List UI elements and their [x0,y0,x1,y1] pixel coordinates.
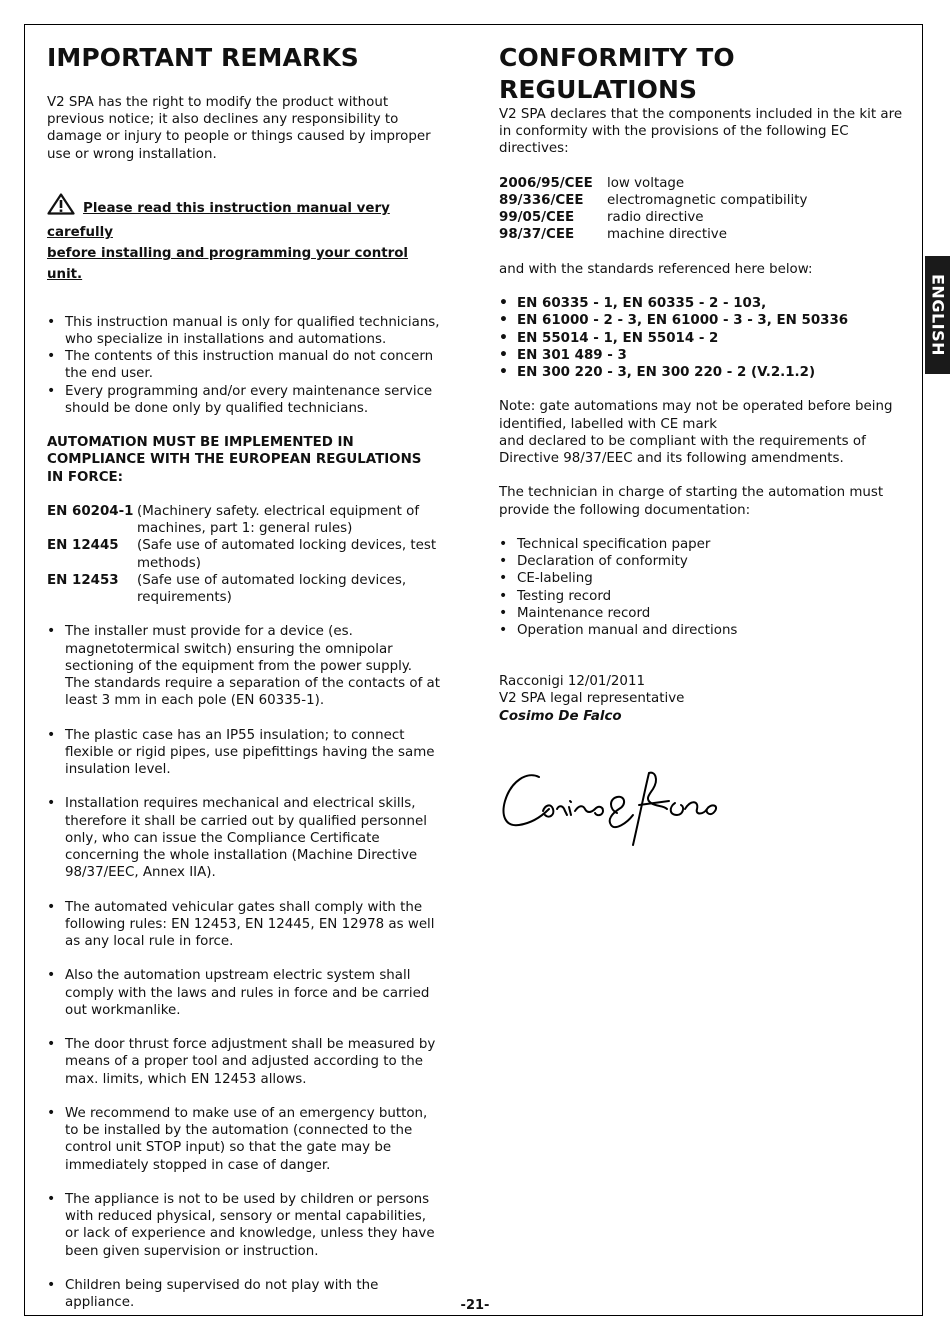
directive-code: 2006/95/CEE [499,175,593,191]
standards-intro: and with the standards referenced here below: [499,261,813,277]
installer-standards-text: The standards require a separation of the contacts of at least 3 mm in each pole (EN 60335-1). [65,676,441,709]
intro-paragraph: V2 SPA has the right to modify the product without previous notice; it also declines any responsibility to damage or injury to people or things caused by improper use or wrong installation. [47,95,431,162]
list-item: • We recommend to make use of an emergency button, to be installed by the automation (connected to the control unit STOP input) so that the gate may be immediately stopped in case of danger. [47,1105,442,1174]
list-item: • Declaration of conformity [499,553,904,570]
technician-intro: The technician in charge of starting the automation must provide the following documentation: [499,485,884,518]
list-item: • EN 61000 - 2 - 3, EN 61000 - 3 - 3, EN 50336 [499,312,904,329]
list-item: • This instruction manual is only for qualified technicians, who specialize in installations and automations. [47,314,442,348]
standards-list [499,295,904,381]
list-item: • The appliance is not to be used by children or persons with reduced physical, sensory or mental capabilities, or lack of experience and knowledge, unless they have been given supervision or instruction. [47,1191,442,1260]
list-item: • EN 55014 - 1, EN 55014 - 2 [499,330,904,347]
note-paragraph-continued: and declared to be compliant with the requirements of Directive 98/37/EEC and its following amendments. [499,433,866,466]
language-tab [925,256,950,374]
compliance-heading: AUTOMATION MUST BE IMPLEMENTED IN COMPLIANCE WITH THE EUROPEAN REGULATIONS IN FORCE: [47,435,422,485]
table-row [499,209,807,226]
list-item: • Technical specification paper [499,536,904,553]
list-item: • EN 300 220 - 3, EN 300 220 - 2 (V.2.1.2) [499,364,904,381]
warning-notice [47,193,442,285]
installer-text: • The installer must provide for a device (es. magnetotermical switch) ensuring the omnipolar sectioning of the equipment from the power supply. [65,624,413,674]
norm-code: EN 12445 [47,538,119,554]
list-item: • The plastic case has an IP55 insulation; to connect flexible or rigid pipes, use pipefittings having the same insulation level. [47,727,442,779]
list-item: • Operation manual and directions [499,622,904,639]
norm-description: (Safe use of automated locking devices, requirements) [137,572,407,606]
list-item [47,623,442,709]
directive-description: machine directive [607,227,727,243]
list-item: • Testing record [499,588,904,605]
conformity-intro: V2 SPA declares that the components included in the kit are in conformity with the provisions of the following EC directives: [499,107,903,157]
list-item: • The contents of this instruction manual do not concern the end user. [47,348,442,382]
note-paragraph: Note: gate automations may not be operated before being identified, labelled with CE mark [499,399,893,432]
important-remarks-section [47,42,442,1311]
norm-code: EN 12453 [47,572,119,588]
page-number: -21- [460,1298,490,1313]
list-item: • Installation requires mechanical and electrical skills, therefore it shall be carried out by qualified personnel only, who can issue the Compliance Certificate concerning the whole installation (Machine Directive 98/37/EEC, Annex IIA). [47,795,442,881]
warning-line-2: before installing and programming your control unit. [47,245,409,282]
qualified-technician-list [47,314,442,417]
list-item: • EN 60335 - 1, EN 60335 - 2 - 103, [499,295,904,312]
directives-table [499,175,807,244]
table-row [499,175,807,192]
warning-line-1: Please read this instruction manual very carefully [47,200,390,240]
language-label: ENGLISH [928,273,947,357]
directive-description: radio directive [607,210,704,226]
norm-description: (Safe use of automated locking devices, test methods) [137,538,437,571]
list-item: • CE-labeling [499,570,904,587]
directive-code: 99/05/CEE [499,210,575,226]
directive-description: low voltage [607,175,685,191]
norm-description: (Machinery safety. electrical equipment of machines, part 1: general rules) [137,504,420,537]
directive-code: 89/336/CEE [499,193,584,208]
list-item: • The automated vehicular gates shall comply with the following rules: EN 12453, EN 12445, EN 12978 as well as any local rule in force. [47,899,442,951]
conformity-section [499,42,904,853]
list-item: • EN 301 489 - 3 [499,347,904,364]
table-row [47,537,442,571]
table-row [47,503,442,537]
list-item: • The door thrust force adjustment shall be measured by means of a proper tool and adjusted according to the max. limits, which EN 12453 allows. [47,1036,442,1088]
place-date: Racconigi 12/01/2011 [499,674,645,690]
documentation-list [499,536,904,639]
list-item: • Also the automation upstream electric system shall comply with the laws and rules in force and be carried out workmanlike. [47,967,442,1019]
table-row [499,192,807,209]
list-item: • Maintenance record [499,605,904,622]
section-title-conformity: CONFORMITY TO REGULATIONS [499,43,735,104]
signer-name: Cosimo De Falco [499,708,622,724]
directive-description: electromagnetic compatibility [607,193,808,208]
table-row [47,572,442,606]
norm-code: EN 60204-1 [47,504,134,520]
handwritten-signature [499,749,904,853]
directive-code: 98/37/CEE [499,227,575,243]
section-title-important-remarks: IMPORTANT REMARKS [47,43,359,72]
warning-triangle-icon [47,193,75,222]
table-row [499,226,807,243]
installation-rules-list [47,623,442,1311]
norms-table [47,503,442,606]
representative-title: V2 SPA legal representative [499,691,685,707]
list-item: • Every programming and/or every maintenance service should be done only by qualified technicians. [47,383,442,417]
list-item: • Children being supervised do not play with the appliance. [47,1277,442,1311]
